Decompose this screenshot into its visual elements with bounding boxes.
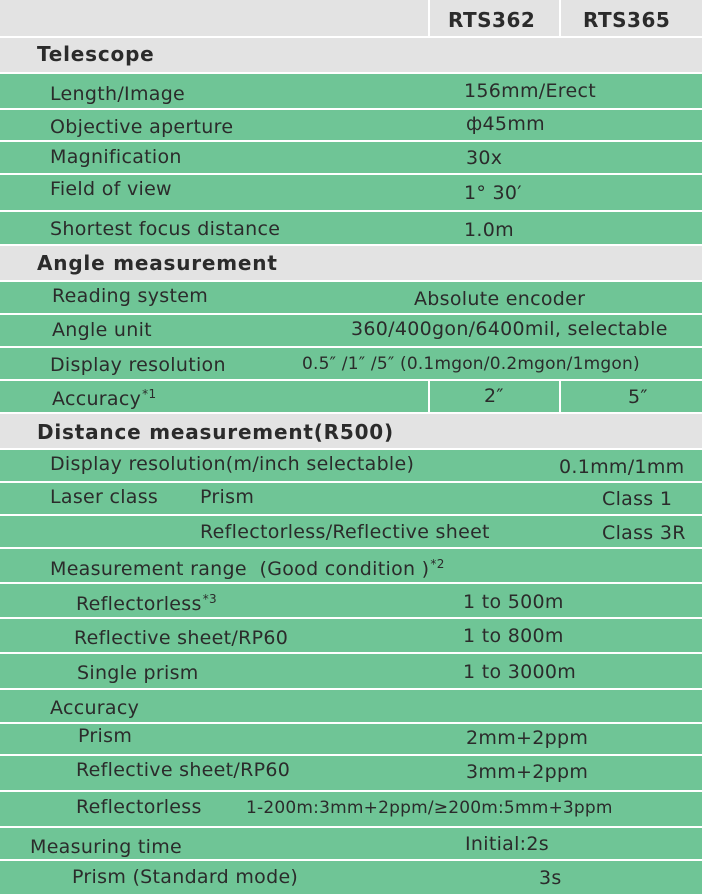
spec-row <box>0 450 702 483</box>
spec-value: Absolute encoder <box>414 288 586 310</box>
spec-sublabel: Reflectorless/Reflective sheet <box>200 521 490 543</box>
section-title: Telescope <box>37 42 155 66</box>
section-title: Distance measurement(R500) <box>37 420 394 444</box>
spec-row <box>0 348 702 381</box>
spec-row <box>0 282 702 315</box>
spec-value: 0.5″ /1″ /5″ (0.1mgon/0.2mgon/1mgon) <box>302 354 640 374</box>
spec-row <box>0 483 702 516</box>
spec-row <box>0 212 702 246</box>
spec-label: Field of view <box>50 178 172 200</box>
spec-sublabel <box>76 593 217 614</box>
spec-label: Reading system <box>52 285 209 307</box>
spec-row <box>0 175 702 212</box>
section-header-angle <box>0 246 702 282</box>
section-title: Angle measurement <box>37 251 278 275</box>
spec-label: Magnification <box>50 146 182 168</box>
spec-row <box>0 690 702 724</box>
spec-value: 1 to 500m <box>463 591 564 613</box>
spec-value: Class 3R <box>602 522 686 544</box>
spec-value: 3s <box>539 867 562 889</box>
spec-label <box>50 558 445 579</box>
spec-row <box>0 619 702 654</box>
spec-row <box>0 142 702 175</box>
spec-row <box>0 516 702 549</box>
spec-row <box>0 792 702 828</box>
spec-sublabel: Prism (Standard mode) <box>72 866 299 888</box>
spec-value: Class 1 <box>602 488 673 510</box>
footnote-mark: *3 <box>202 592 217 606</box>
spec-label: Laser class <box>50 486 159 508</box>
spec-sublabel: Prism <box>78 725 133 747</box>
spec-value: 360/400gon/6400mil, selectable <box>351 318 668 340</box>
spec-value: 1.0m <box>464 219 514 241</box>
spec-value: ф45mm <box>466 113 545 135</box>
spec-row <box>0 756 702 792</box>
spec-label: Objective aperture <box>50 116 234 138</box>
spec-row <box>0 828 702 861</box>
spec-row <box>0 724 702 756</box>
spec-label: Shortest focus distance <box>50 218 281 240</box>
spec-row-accuracy <box>0 381 702 414</box>
spec-label: Accuracy <box>50 697 140 719</box>
spec-label <box>52 388 156 409</box>
column-divider <box>559 381 561 412</box>
range-sublabel: Reflectorless <box>76 593 202 615</box>
accuracy-value-rts362: 2″ <box>484 385 504 407</box>
spec-value: 2mm+2ppm <box>466 727 589 749</box>
spec-row <box>0 584 702 619</box>
spec-row <box>0 549 702 584</box>
spec-value: Initial:2s <box>465 833 549 855</box>
footnote-mark: *1 <box>142 387 157 401</box>
spec-row <box>0 110 702 142</box>
spec-sublabel: Reflectorless <box>76 796 202 818</box>
spec-sublabel: Reflective sheet/RP60 <box>74 627 289 649</box>
section-header-distance <box>0 414 702 450</box>
model-header-rts365: RTS365 <box>583 8 671 32</box>
spec-row <box>0 74 702 110</box>
column-divider <box>428 381 430 412</box>
spec-value: 30x <box>466 147 503 169</box>
spec-label: Display resolution <box>50 354 226 376</box>
spec-value: 156mm/Erect <box>464 80 596 102</box>
column-divider <box>428 0 430 36</box>
spec-label: Display resolution(m/inch selectable) <box>50 453 415 475</box>
spec-label: Angle unit <box>52 319 152 341</box>
spec-row <box>0 315 702 348</box>
spec-value: 1 to 3000m <box>463 661 577 683</box>
spec-sublabel: Single prism <box>77 662 199 684</box>
spec-row <box>0 861 702 894</box>
model-header-rts362: RTS362 <box>448 8 536 32</box>
spec-row <box>0 654 702 690</box>
footnote-mark: *2 <box>430 557 445 571</box>
spec-sublabel: Prism <box>200 486 255 508</box>
spec-sublabel: Reflective sheet/RP60 <box>76 759 291 781</box>
accuracy-value-rts365: 5″ <box>628 386 648 408</box>
spec-label: Length/Image <box>50 83 186 105</box>
spec-value: 1 to 800m <box>463 625 564 647</box>
header-row <box>0 0 702 38</box>
spec-value: 0.1mm/1mm <box>559 456 685 478</box>
section-header-telescope <box>0 38 702 74</box>
spec-value: 1-200m:3mm+2ppm/≥200m:5mm+3ppm <box>246 798 613 818</box>
accuracy-label: Accuracy <box>52 388 142 410</box>
spec-value: 1° 30′ <box>464 182 522 204</box>
column-divider <box>559 0 561 36</box>
range-label: Measurement range (Good condition ) <box>50 558 430 580</box>
spec-value: 3mm+2ppm <box>466 761 589 783</box>
spec-label: Measuring time <box>30 836 183 858</box>
